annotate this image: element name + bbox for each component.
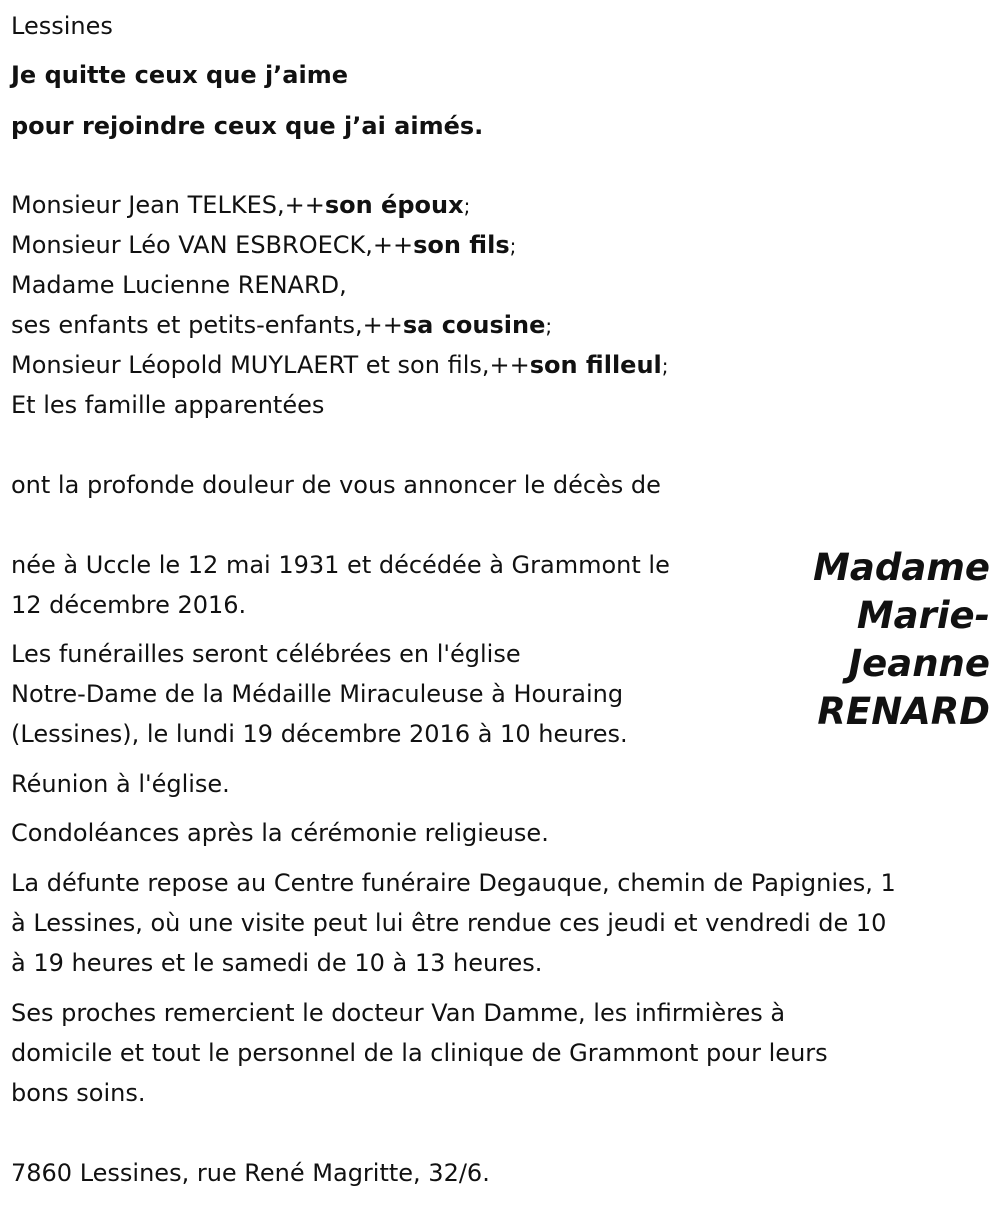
family-member-name: Monsieur Jean TELKES,++ bbox=[11, 191, 325, 219]
family-separator: ; bbox=[661, 354, 669, 378]
family-member-name: ses enfants et petits-enfants,++ bbox=[11, 311, 403, 339]
family-separator: ; bbox=[509, 234, 517, 258]
family-relation: son époux bbox=[324, 191, 464, 219]
funeral-line-3: (Lessines), le lundi 19 décembre 2016 à 10 heures. bbox=[11, 720, 628, 748]
deceased-name-line: Marie- bbox=[856, 594, 990, 637]
deceased-name-line: RENARD bbox=[817, 690, 990, 733]
announcement-text: ont la profonde douleur de vous annoncer le décès de bbox=[11, 471, 661, 499]
family-member bbox=[11, 265, 347, 306]
birth-death-line-2: 12 décembre 2016. bbox=[11, 591, 247, 619]
family-member bbox=[11, 345, 669, 386]
family-member-name: Monsieur Léo VAN ESBROECK,++ bbox=[11, 231, 414, 259]
funeral-line-2: Notre-Dame de la Médaille Miraculeuse à Houraing bbox=[11, 680, 624, 708]
thanks-line-2: domicile et tout le personnel de la clinique de Grammont pour leurs bbox=[11, 1039, 828, 1067]
family-member bbox=[11, 185, 470, 226]
funeral-line-1: Les funérailles seront célébrées en l'église bbox=[11, 640, 521, 668]
quote-line-2: pour rejoindre ceux que j’ai aimés. bbox=[11, 112, 484, 140]
family-separator: ; bbox=[545, 314, 553, 338]
rest-line-2: à Lessines, où une visite peut lui être rendue ces jeudi et vendredi de 10 bbox=[11, 909, 887, 937]
deceased-name bbox=[790, 544, 990, 736]
city-heading: Lessines bbox=[11, 12, 113, 40]
thanks-line-1: Ses proches remercient le docteur Van Damme, les infirmières à bbox=[11, 999, 786, 1027]
rest-line-1: La défunte repose au Centre funéraire Degauque, chemin de Papignies, 1 bbox=[11, 869, 896, 897]
quote-line-1: Je quitte ceux que j’aime bbox=[11, 61, 349, 89]
family-member-name: Madame Lucienne RENARD, bbox=[11, 271, 347, 299]
rest-line-3: à 19 heures et le samedi de 10 à 13 heures. bbox=[11, 949, 543, 977]
family-separator: ; bbox=[463, 194, 471, 218]
deceased-name-line: Jeanne bbox=[848, 642, 990, 685]
family-member bbox=[11, 385, 324, 426]
family-relation: son filleul bbox=[529, 351, 662, 379]
birth-death-line-1: née à Uccle le 12 mai 1931 et décédée à Grammont le bbox=[11, 551, 670, 579]
deceased-name-line: Madame bbox=[813, 546, 990, 589]
family-member bbox=[11, 225, 516, 266]
family-member bbox=[11, 305, 552, 346]
family-relation: sa cousine bbox=[402, 311, 546, 339]
meeting-text: Réunion à l'église. bbox=[11, 770, 230, 798]
family-member-name: Monsieur Léopold MUYLAERT et son fils,++ bbox=[11, 351, 530, 379]
family-member-name: Et les famille apparentées bbox=[11, 391, 325, 419]
address-text: 7860 Lessines, rue René Magritte, 32/6. bbox=[11, 1159, 490, 1187]
family-relation: son fils bbox=[413, 231, 510, 259]
condolences-text: Condoléances après la cérémonie religieuse. bbox=[11, 819, 549, 847]
thanks-line-3: bons soins. bbox=[11, 1079, 146, 1107]
